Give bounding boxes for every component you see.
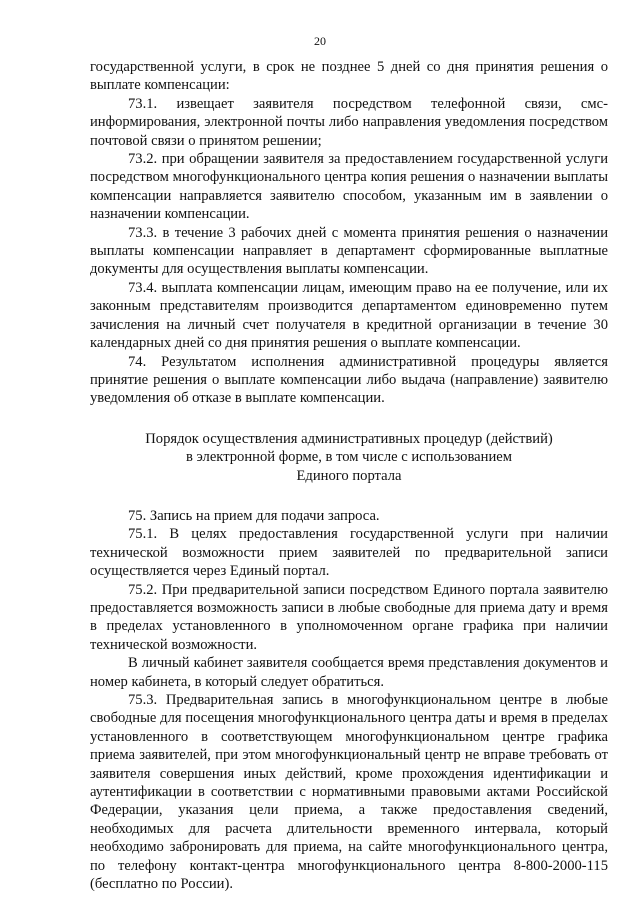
paragraph-73-4: 73.4. выплата компенсации лицам, имеющим право на ее получение, или их законным представителям производится департаментом единовременно путем зачисления на личный счет получателя в кредитной организации в течение 30 календарных дней со дня принятия решения о выплате компенсации. (90, 279, 608, 352)
paragraph-75: 75. Запись на прием для подачи запроса. (128, 507, 380, 524)
paragraph-73-1: 73.1. извещает заявителя посредством телефонной связи, смс-информирования, электронной почты либо направления уведомления посредством почтовой связи о принятом решении; (90, 95, 608, 149)
paragraph-75-3: 75.3. Предварительная запись в многофункциональном центре в любые свободные для посещения многофункционального центра даты и время в пределах установленного в соответствующем многофункциональном центре графика приема заявителей, при этом многофункциональный центр не вправе требовать от заявителя совершения иных действий, кроме прохождения идентификации и аутентификации в соответствии с нормативными правовыми актами Российской Федерации, указания цели приема, а также предоставления сведений, необходимых для расчета длительности временного интервала, который необходимо забронировать для приема, на сайте многофункционального центра, по телефону контакт-центра многофункционального центра 8-800-2000-115 (бесплатно по России). (90, 692, 608, 893)
section-heading-line-2: в электронной форме, в том числе с использованием (186, 449, 512, 466)
section-heading-line-1: Порядок осуществления административных процедур (действий) (145, 430, 553, 447)
document-body (90, 58, 608, 893)
section-heading (90, 430, 608, 485)
paragraph-personal-cabinet: В личный кабинет заявителя сообщается время представления документов и номер кабинета, в который следует обратиться. (90, 655, 608, 690)
paragraph-75-2: 75.2. При предварительной записи посредством Единого портала заявителю предоставляется возможность записи в любые свободные для приема дату и время в пределах установленного в уполномоченном органе графика при наличии технической возможности. (90, 581, 608, 653)
page-number: 20 (314, 34, 326, 48)
paragraph-73-2: 73.2. при обращении заявителя за предоставлением государственной услуги посредством многофункционального центра копия решения о назначении выплаты компенсации направляется заявителю способом, указанным им в заявлении о назначении компенсации. (90, 151, 608, 223)
paragraph-continuation: государственной услуги, в срок не позднее 5 дней со дня принятия решения о выплате компенсации: (90, 59, 608, 94)
paragraph-73-3: 73.3. в течение 3 рабочих дней с момента принятия решения о назначении выплаты компенсации направляет в департамент сформированные выплатные документы для осуществления выплаты компенсации. (90, 224, 608, 278)
paragraph-74: 74. Результатом исполнения административной процедуры является принятие решения о выплате компенсации либо выдача (направление) заявителю уведомления об отказе в выплате компенсации. (90, 353, 608, 407)
section-heading-line-3: Единого портала (296, 467, 402, 484)
paragraph-75-1: 75.1. В целях предоставления государственной услуги при наличии технической возможности прием заявителей по предварительной записи осуществляется через Единый портал. (90, 526, 608, 580)
